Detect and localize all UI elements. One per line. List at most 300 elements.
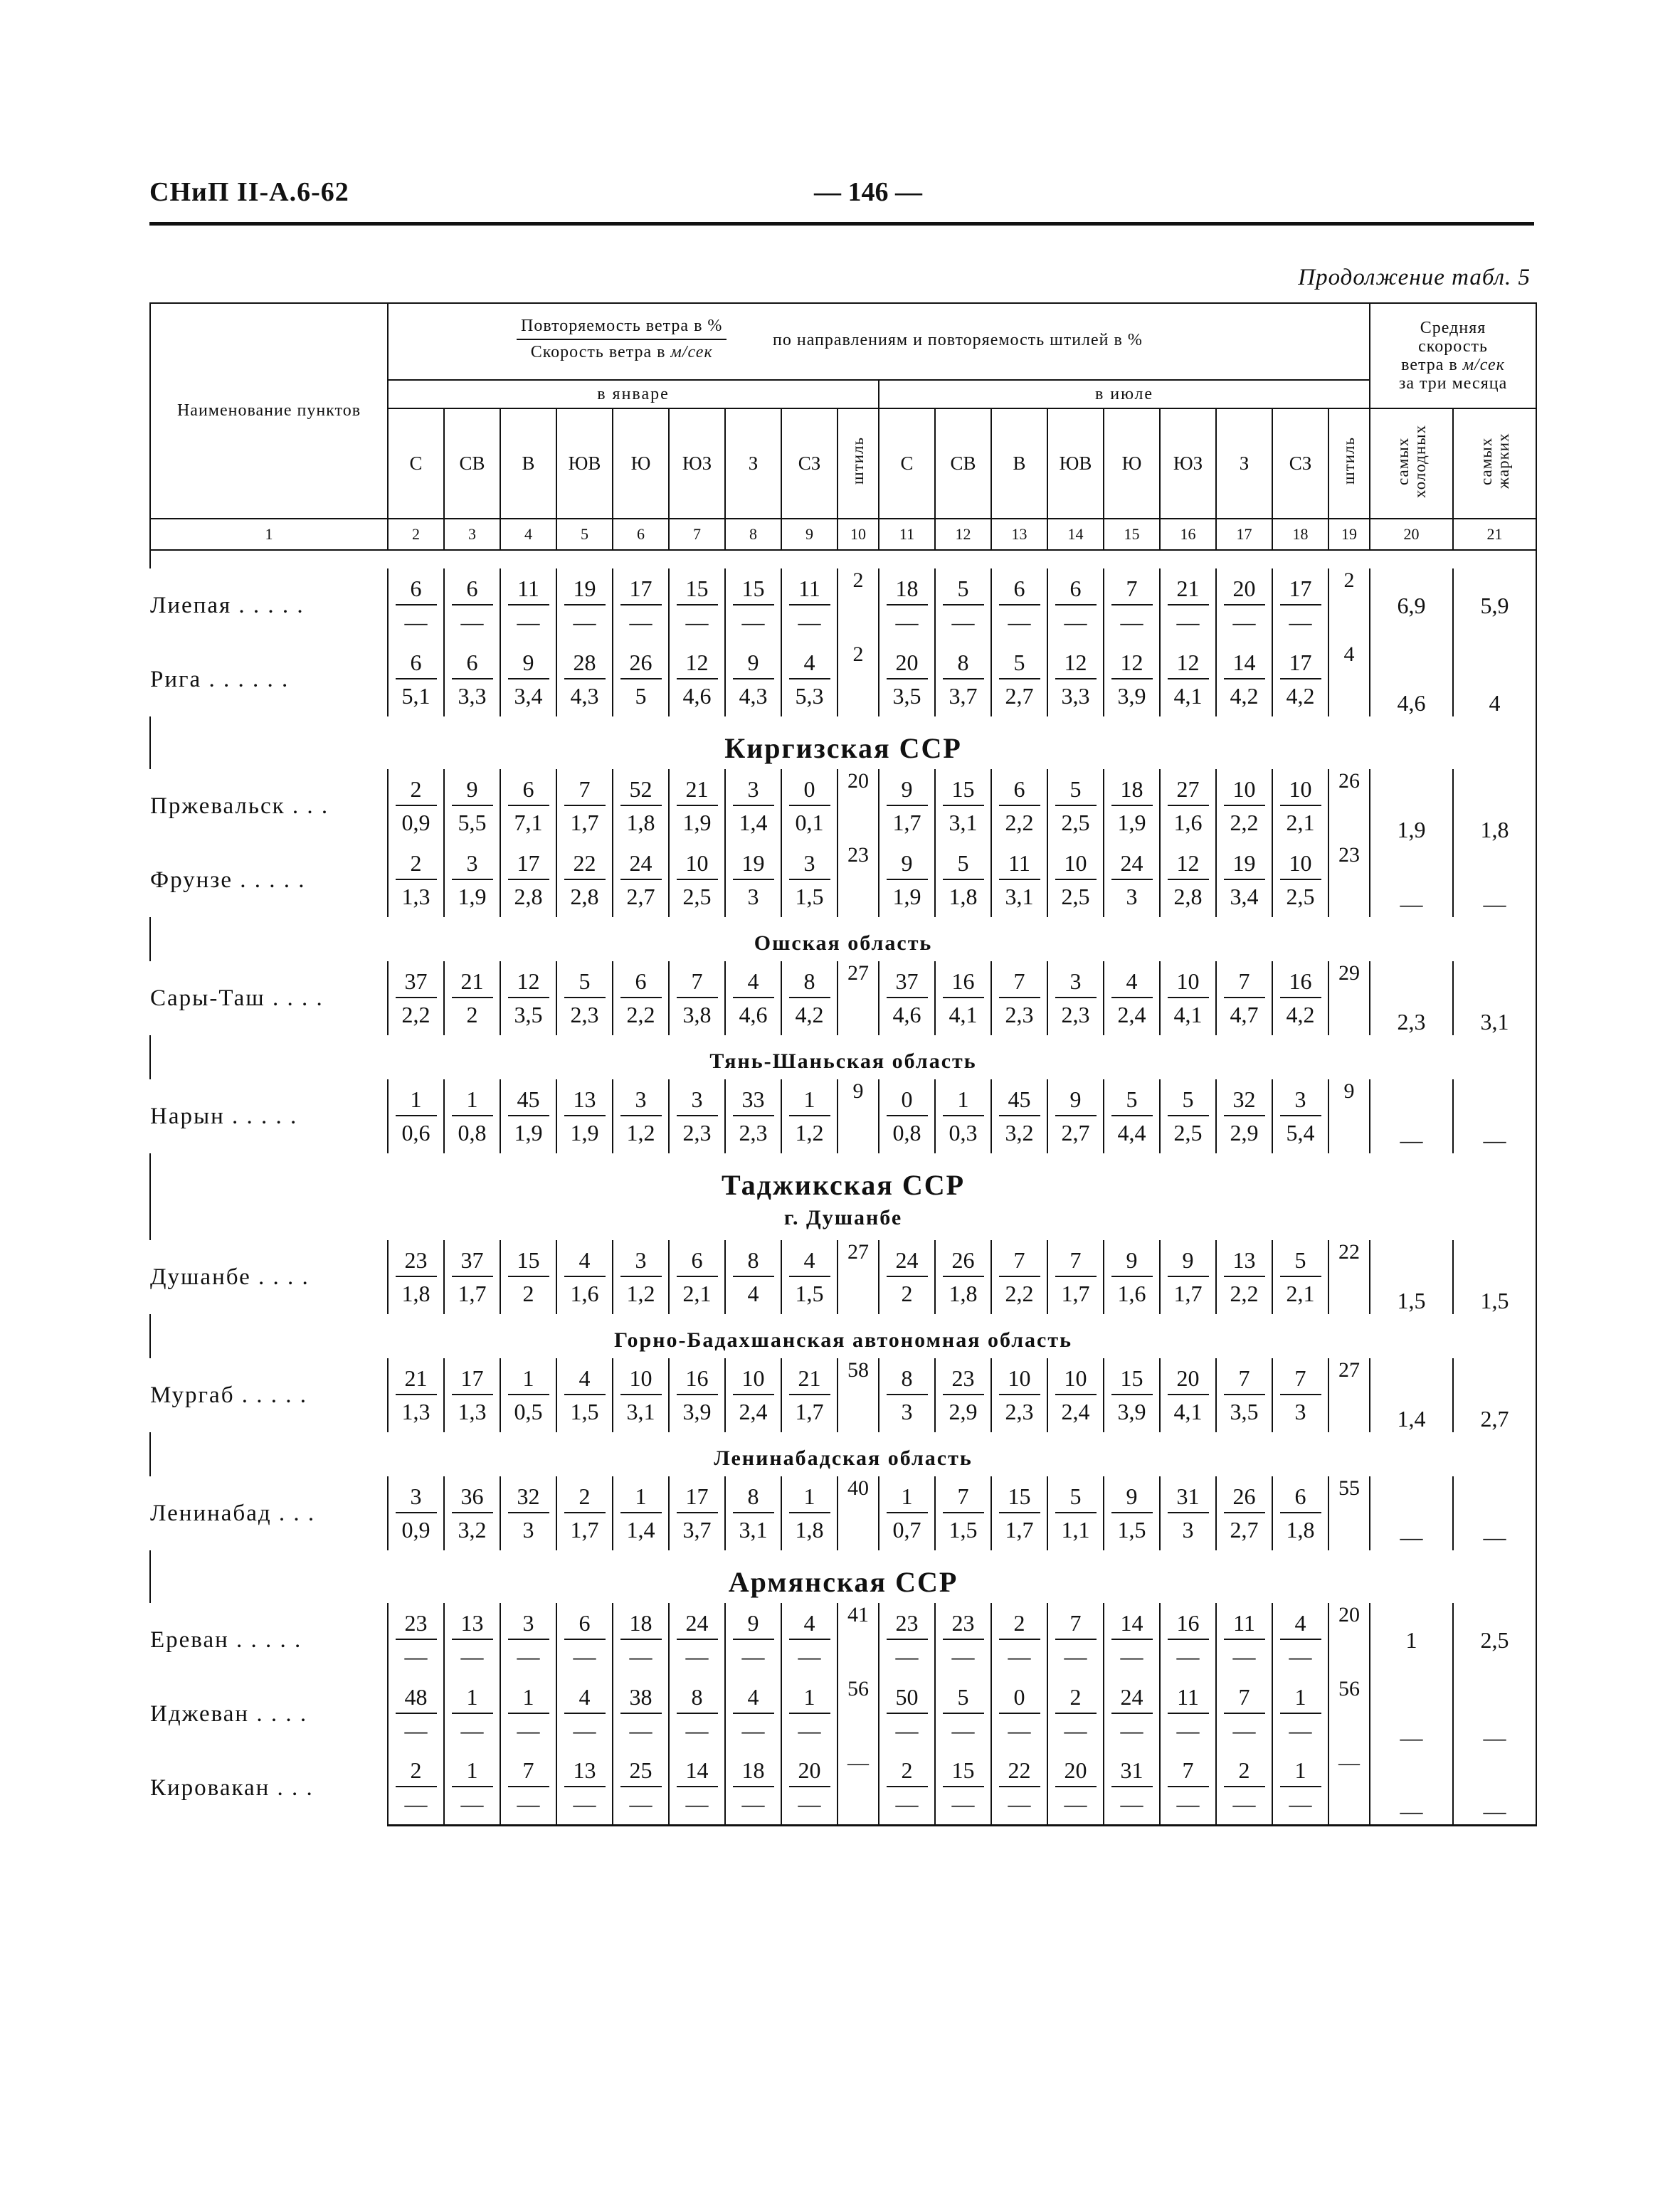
wind-frequency: 6 xyxy=(999,574,1040,605)
jan-value-cell xyxy=(444,642,500,716)
wind-speed: 4,2 xyxy=(1286,683,1315,709)
value-fraction xyxy=(445,574,500,637)
section-subheading-row xyxy=(150,1206,1536,1240)
value-fraction xyxy=(879,1246,934,1308)
value-fraction xyxy=(1104,1756,1159,1819)
value-fraction xyxy=(557,967,612,1030)
value-fraction xyxy=(613,775,668,837)
wind-speed: 1,7 xyxy=(795,1399,824,1424)
wind-frequency: 24 xyxy=(887,1246,928,1277)
value-fraction xyxy=(879,1756,934,1819)
jan-value-cell xyxy=(556,961,613,1035)
wind-speed: 3,9 xyxy=(1117,1399,1146,1424)
value-fraction xyxy=(1217,1609,1272,1671)
wind-speed: 3,9 xyxy=(682,1399,712,1424)
wind-speed: — xyxy=(460,609,484,635)
value-fraction xyxy=(1273,967,1328,1030)
value-fraction xyxy=(1104,1085,1159,1148)
section-heading-row xyxy=(150,1153,1536,1206)
value-fraction xyxy=(557,1085,612,1148)
wind-speed: 3,1 xyxy=(949,810,978,835)
wind-speed: 1,6 xyxy=(1117,1281,1146,1306)
header-calm-label: штиль xyxy=(849,437,867,485)
jan-value-cell xyxy=(556,1079,613,1153)
jan-value-cell xyxy=(725,1603,781,1677)
wind-frequency: 7 xyxy=(1168,1756,1209,1787)
wind-frequency: 2 xyxy=(564,1482,606,1513)
section-heading-row xyxy=(150,716,1536,769)
header-july-direction: СВ xyxy=(935,408,991,519)
wind-speed: 1,8 xyxy=(949,884,978,909)
jul-value-cell xyxy=(1216,568,1272,642)
wind-speed: 4,1 xyxy=(949,1002,978,1027)
wind-frequency: 37 xyxy=(452,1246,493,1277)
wind-speed: 0,5 xyxy=(514,1399,543,1424)
value-fraction xyxy=(879,967,934,1030)
wind-speed: 2,1 xyxy=(1286,810,1315,835)
value-fraction xyxy=(389,648,443,711)
wind-speed: 5,3 xyxy=(795,683,824,709)
point-name: Иджеван . . . . xyxy=(150,1677,388,1751)
wind-speed: 1,8 xyxy=(626,810,655,835)
avg-cold-speed: 4,6 xyxy=(1370,642,1453,716)
point-name: Нарын . . . . . xyxy=(150,1079,388,1153)
value-fraction xyxy=(445,1756,500,1819)
value-fraction xyxy=(936,1246,990,1308)
wind-frequency: 21 xyxy=(1168,574,1209,605)
jan-calm-value: 20 xyxy=(838,769,879,843)
wind-speed: 2,8 xyxy=(514,884,543,909)
wind-frequency: 6 xyxy=(452,648,493,679)
header-column-number: 14 xyxy=(1047,519,1104,550)
jan-value-cell xyxy=(444,1240,500,1314)
wind-frequency: 7 xyxy=(1224,1683,1265,1714)
wind-speed: 1,1 xyxy=(1061,1517,1090,1543)
jan-value-cell xyxy=(444,843,500,917)
value-fraction xyxy=(389,1756,443,1819)
point-name: Ереван . . . . . xyxy=(150,1603,388,1677)
avg-hot-speed: 2,7 xyxy=(1453,1358,1536,1432)
wind-frequency: 15 xyxy=(677,574,718,605)
wind-speed: — xyxy=(798,1644,821,1669)
jan-calm-value: — xyxy=(838,1751,879,1825)
value-fraction xyxy=(557,1482,612,1545)
wind-frequency: 2 xyxy=(887,1756,928,1787)
jul-value-cell xyxy=(991,1079,1047,1153)
header-column-number: 19 xyxy=(1328,519,1370,550)
wind-frequency: 33 xyxy=(733,1085,774,1116)
section-heading-row xyxy=(150,917,1536,961)
jan-value-cell xyxy=(613,568,669,642)
wind-frequency: 18 xyxy=(1111,775,1153,806)
wind-speed: — xyxy=(460,1791,484,1817)
value-fraction xyxy=(936,574,990,637)
wind-speed: — xyxy=(951,1791,975,1817)
wind-speed: — xyxy=(895,1791,919,1817)
value-fraction xyxy=(992,967,1047,1030)
jan-value-cell xyxy=(556,1358,613,1432)
value-fraction xyxy=(1217,1482,1272,1545)
jul-value-cell xyxy=(879,1079,935,1153)
jan-value-cell xyxy=(725,769,781,843)
value-fraction xyxy=(1161,1364,1215,1427)
jul-calm-value: 56 xyxy=(1328,1677,1370,1751)
jul-value-cell xyxy=(879,1603,935,1677)
value-fraction xyxy=(1217,1364,1272,1427)
jul-value-cell xyxy=(1047,1751,1104,1825)
value-fraction xyxy=(445,1683,500,1745)
wind-speed: — xyxy=(517,1791,540,1817)
table-row xyxy=(150,1358,1536,1432)
wind-frequency: 23 xyxy=(396,1609,437,1640)
value-fraction xyxy=(445,1364,500,1427)
jul-value-cell xyxy=(1272,1751,1328,1825)
wind-frequency: 15 xyxy=(999,1482,1040,1513)
jan-value-cell xyxy=(556,1240,613,1314)
jul-calm-value: 2 xyxy=(1328,568,1370,642)
wind-frequency: 12 xyxy=(508,967,549,998)
value-fraction xyxy=(389,1683,443,1745)
avg-cold-speed: 1,9 xyxy=(1370,769,1453,843)
value-fraction xyxy=(782,1756,837,1819)
table-row xyxy=(150,961,1536,1035)
wind-frequency: 12 xyxy=(1055,648,1097,679)
wind-frequency: 5 xyxy=(1055,1482,1097,1513)
jul-value-cell xyxy=(1216,1476,1272,1550)
header-july-direction: С xyxy=(879,408,935,519)
wind-speed: 1,7 xyxy=(1061,1281,1090,1306)
value-fraction xyxy=(936,775,990,837)
wind-speed: — xyxy=(629,1718,653,1743)
avg-hot-speed: — xyxy=(1453,1751,1536,1825)
wind-frequency: 3 xyxy=(1055,967,1097,998)
wind-speed: — xyxy=(895,1718,919,1743)
wind-frequency: 4 xyxy=(789,648,830,679)
jan-calm-value: 23 xyxy=(838,843,879,917)
wind-frequency: 9 xyxy=(887,775,928,806)
value-fraction xyxy=(1273,1683,1328,1745)
wind-frequency: 4 xyxy=(1280,1609,1321,1640)
jul-value-cell xyxy=(1216,1079,1272,1153)
section-heading: Киргизская ССР xyxy=(150,716,1536,769)
wind-frequency: 10 xyxy=(999,1364,1040,1395)
wind-frequency: 17 xyxy=(508,849,549,880)
value-fraction xyxy=(1273,1364,1328,1427)
wind-speed: 1,2 xyxy=(626,1281,655,1306)
value-fraction xyxy=(1048,775,1103,837)
value-fraction xyxy=(726,1246,781,1308)
wind-frequency: 3 xyxy=(452,849,493,880)
section-heading: Армянская ССР xyxy=(150,1550,1536,1603)
avg-cold-speed: — xyxy=(1370,1476,1453,1550)
wind-frequency: 11 xyxy=(1224,1609,1265,1640)
table-row xyxy=(150,843,1536,917)
value-fraction xyxy=(1104,1364,1159,1427)
value-fraction xyxy=(1273,849,1328,911)
point-name: Ленинабад . . . xyxy=(150,1476,388,1550)
jan-value-cell xyxy=(444,1677,500,1751)
value-fraction xyxy=(501,775,556,837)
wind-speed: 4,6 xyxy=(892,1002,921,1027)
jul-value-cell xyxy=(1104,769,1160,843)
wind-speed: 3,8 xyxy=(682,1002,712,1027)
jul-value-cell xyxy=(1047,568,1104,642)
jan-value-cell xyxy=(725,961,781,1035)
wind-frequency: 9 xyxy=(508,648,549,679)
wind-frequency: 20 xyxy=(1055,1756,1097,1787)
wind-speed: 2 xyxy=(466,1002,478,1027)
jul-value-cell xyxy=(1104,1603,1160,1677)
jan-value-cell xyxy=(669,843,725,917)
jan-value-cell xyxy=(444,1476,500,1550)
jan-value-cell xyxy=(781,568,838,642)
wind-frequency: 6 xyxy=(564,1609,606,1640)
wind-speed: 1,3 xyxy=(401,1399,430,1424)
jul-value-cell xyxy=(935,843,991,917)
jul-value-cell xyxy=(879,769,935,843)
wind-frequency: 6 xyxy=(677,1246,718,1277)
wind-frequency: 15 xyxy=(943,775,984,806)
wind-frequency: 12 xyxy=(1168,849,1209,880)
wind-frequency: 6 xyxy=(1280,1482,1321,1513)
value-fraction xyxy=(670,1085,724,1148)
wind-frequency: 9 xyxy=(1111,1246,1153,1277)
jan-value-cell xyxy=(500,961,556,1035)
wind-speed: 4,4 xyxy=(1117,1120,1146,1146)
header-column-number: 10 xyxy=(838,519,879,550)
wind-frequency: 18 xyxy=(620,1609,662,1640)
wind-frequency: 26 xyxy=(620,648,662,679)
jul-value-cell xyxy=(1047,843,1104,917)
header-column-number: 18 xyxy=(1272,519,1328,550)
wind-speed: 1,3 xyxy=(458,1399,487,1424)
wind-speed: — xyxy=(1289,609,1312,635)
value-fraction xyxy=(726,1364,781,1427)
wind-frequency: 3 xyxy=(733,775,774,806)
jul-value-cell xyxy=(879,642,935,716)
jul-value-cell xyxy=(991,1677,1047,1751)
section-subheading: г. Душанбе xyxy=(150,1206,1536,1240)
wind-frequency: 8 xyxy=(943,648,984,679)
jul-value-cell xyxy=(935,1358,991,1432)
avg-title-line-3: ветра в xyxy=(1401,356,1463,374)
jul-value-cell xyxy=(935,1476,991,1550)
table-row xyxy=(150,642,1536,716)
value-fraction xyxy=(726,967,781,1030)
table-spacer xyxy=(150,550,1536,568)
value-fraction xyxy=(389,775,443,837)
wind-speed: 3,1 xyxy=(626,1399,655,1424)
value-fraction xyxy=(782,1246,837,1308)
wind-frequency: 20 xyxy=(887,648,928,679)
point-name: Мургаб . . . . . xyxy=(150,1358,388,1432)
avg-hot-speed: 1,5 xyxy=(1453,1240,1536,1314)
jan-value-cell xyxy=(388,1476,444,1550)
header-january-direction: ЮВ xyxy=(556,408,613,519)
denominator-text: Скорость ветра в xyxy=(530,343,671,361)
value-fraction xyxy=(879,574,934,637)
wind-frequency: 0 xyxy=(887,1085,928,1116)
wind-speed: 4,6 xyxy=(739,1002,768,1027)
jan-value-cell xyxy=(500,642,556,716)
header-calm-label: штиль xyxy=(1340,437,1358,485)
jan-value-cell xyxy=(556,1603,613,1677)
jan-value-cell xyxy=(669,1677,725,1751)
wind-speed: 0,8 xyxy=(892,1120,921,1146)
jul-value-cell xyxy=(1047,1677,1104,1751)
wind-frequency: 15 xyxy=(1111,1364,1153,1395)
jul-value-cell xyxy=(879,1677,935,1751)
wind-frequency: 10 xyxy=(1168,967,1209,998)
header-rule xyxy=(149,222,1534,226)
jan-value-cell xyxy=(444,568,500,642)
value-fraction xyxy=(1048,648,1103,711)
wind-speed: — xyxy=(741,1791,765,1817)
wind-speed: — xyxy=(1232,1644,1256,1669)
wind-speed: 5,5 xyxy=(458,810,487,835)
header-column-number: 20 xyxy=(1370,519,1453,550)
wind-frequency: 20 xyxy=(1224,574,1265,605)
wind-frequency: 11 xyxy=(789,574,830,605)
wind-frequency: 52 xyxy=(620,775,662,806)
wind-speed: 1,9 xyxy=(1117,810,1146,835)
wind-frequency: 5 xyxy=(999,648,1040,679)
jan-value-cell xyxy=(781,1240,838,1314)
jan-calm-value: 27 xyxy=(838,961,879,1035)
jul-value-cell xyxy=(991,1240,1047,1314)
wind-speed: 3,1 xyxy=(739,1517,768,1543)
wind-frequency: 9 xyxy=(1168,1246,1209,1277)
wind-speed: 2,2 xyxy=(1230,810,1259,835)
jul-value-cell xyxy=(879,961,935,1035)
wind-frequency: 17 xyxy=(1280,648,1321,679)
wind-speed: — xyxy=(951,1644,975,1669)
wind-speed: 2 xyxy=(522,1281,534,1306)
value-fraction xyxy=(936,648,990,711)
value-fraction xyxy=(389,574,443,637)
value-fraction xyxy=(1048,1482,1103,1545)
value-fraction xyxy=(501,1683,556,1745)
wind-speed: 1,5 xyxy=(570,1399,599,1424)
jan-value-cell xyxy=(781,1677,838,1751)
avg-hot-speed: — xyxy=(1453,1677,1536,1751)
wind-frequency: 20 xyxy=(789,1756,830,1787)
point-name: Фрунзе . . . . . xyxy=(150,843,388,917)
header-july-direction: З xyxy=(1216,408,1272,519)
wind-frequency: 12 xyxy=(1111,648,1153,679)
wind-frequency: 7 xyxy=(1055,1609,1097,1640)
value-fraction xyxy=(501,967,556,1030)
jan-value-cell xyxy=(388,1603,444,1677)
value-fraction xyxy=(613,1085,668,1148)
value-fraction xyxy=(1161,775,1215,837)
wind-frequency: 9 xyxy=(1111,1482,1153,1513)
header-column-number: 17 xyxy=(1216,519,1272,550)
wind-frequency: 16 xyxy=(943,967,984,998)
value-fraction xyxy=(782,1683,837,1745)
wind-frequency: 21 xyxy=(452,967,493,998)
jul-value-cell xyxy=(1104,843,1160,917)
value-fraction xyxy=(992,1085,1047,1148)
value-fraction xyxy=(1104,1609,1159,1671)
table-row xyxy=(150,1476,1536,1550)
wind-frequency: 10 xyxy=(1224,775,1265,806)
value-fraction xyxy=(1104,648,1159,711)
table-body xyxy=(150,550,1536,1825)
value-fraction xyxy=(613,574,668,637)
value-fraction xyxy=(1048,1609,1103,1671)
wind-frequency: 14 xyxy=(1224,648,1265,679)
wind-frequency: 16 xyxy=(1168,1609,1209,1640)
jan-value-cell xyxy=(613,1240,669,1314)
wind-speed: 2,2 xyxy=(1230,1281,1259,1306)
wind-frequency: 11 xyxy=(508,574,549,605)
header-column-number: 13 xyxy=(991,519,1047,550)
avg-cold-speed: — xyxy=(1370,1677,1453,1751)
wind-frequency: 18 xyxy=(733,1756,774,1787)
jan-value-cell xyxy=(388,961,444,1035)
avg-cold-speed: 1 xyxy=(1370,1603,1453,1677)
value-fraction xyxy=(1048,1085,1103,1148)
wind-frequency: 21 xyxy=(677,775,718,806)
jan-value-cell xyxy=(725,1079,781,1153)
value-fraction xyxy=(445,1085,500,1148)
wind-frequency: 7 xyxy=(1224,1364,1265,1395)
jul-value-cell xyxy=(1216,1603,1272,1677)
wind-speed: — xyxy=(1176,1791,1200,1817)
wind-speed: 4,2 xyxy=(1286,1002,1315,1027)
wind-speed: 2,7 xyxy=(1005,683,1034,709)
wind-frequency: 45 xyxy=(508,1085,549,1116)
jan-value-cell xyxy=(781,1476,838,1550)
wind-speed: — xyxy=(1176,1718,1200,1743)
wind-frequency: 5 xyxy=(1111,1085,1153,1116)
wind-frequency: 10 xyxy=(620,1364,662,1395)
wind-speed: 1,3 xyxy=(401,884,430,909)
wind-speed: — xyxy=(573,609,596,635)
value-fraction xyxy=(992,574,1047,637)
value-fraction xyxy=(1161,574,1215,637)
wind-speed: 0,8 xyxy=(458,1120,487,1146)
wind-speed: 2,3 xyxy=(1005,1002,1034,1027)
value-fraction xyxy=(613,1683,668,1745)
section-heading-row xyxy=(150,1035,1536,1079)
jan-value-cell xyxy=(613,769,669,843)
value-fraction xyxy=(1048,574,1103,637)
jul-value-cell xyxy=(1272,642,1328,716)
wind-speed: 2,5 xyxy=(1286,884,1315,909)
jul-value-cell xyxy=(1160,1677,1216,1751)
wind-speed: 7,1 xyxy=(514,810,543,835)
jan-value-cell xyxy=(388,843,444,917)
wind-speed: — xyxy=(741,609,765,635)
value-fraction xyxy=(879,1683,934,1745)
wind-frequency: 9 xyxy=(733,648,774,679)
value-fraction xyxy=(445,775,500,837)
wind-frequency: 2 xyxy=(1224,1756,1265,1787)
wind-frequency: 24 xyxy=(620,849,662,880)
jul-value-cell xyxy=(1272,568,1328,642)
wind-speed: 3 xyxy=(1182,1517,1194,1543)
header-january-direction: ЮЗ xyxy=(669,408,725,519)
value-fraction xyxy=(1048,1756,1103,1819)
jan-value-cell xyxy=(669,1476,725,1550)
wind-speed: — xyxy=(460,1718,484,1743)
wind-frequency: 1 xyxy=(887,1482,928,1513)
jan-value-cell xyxy=(500,1358,556,1432)
wind-speed: 3 xyxy=(522,1517,534,1543)
wind-speed: — xyxy=(1289,1791,1312,1817)
